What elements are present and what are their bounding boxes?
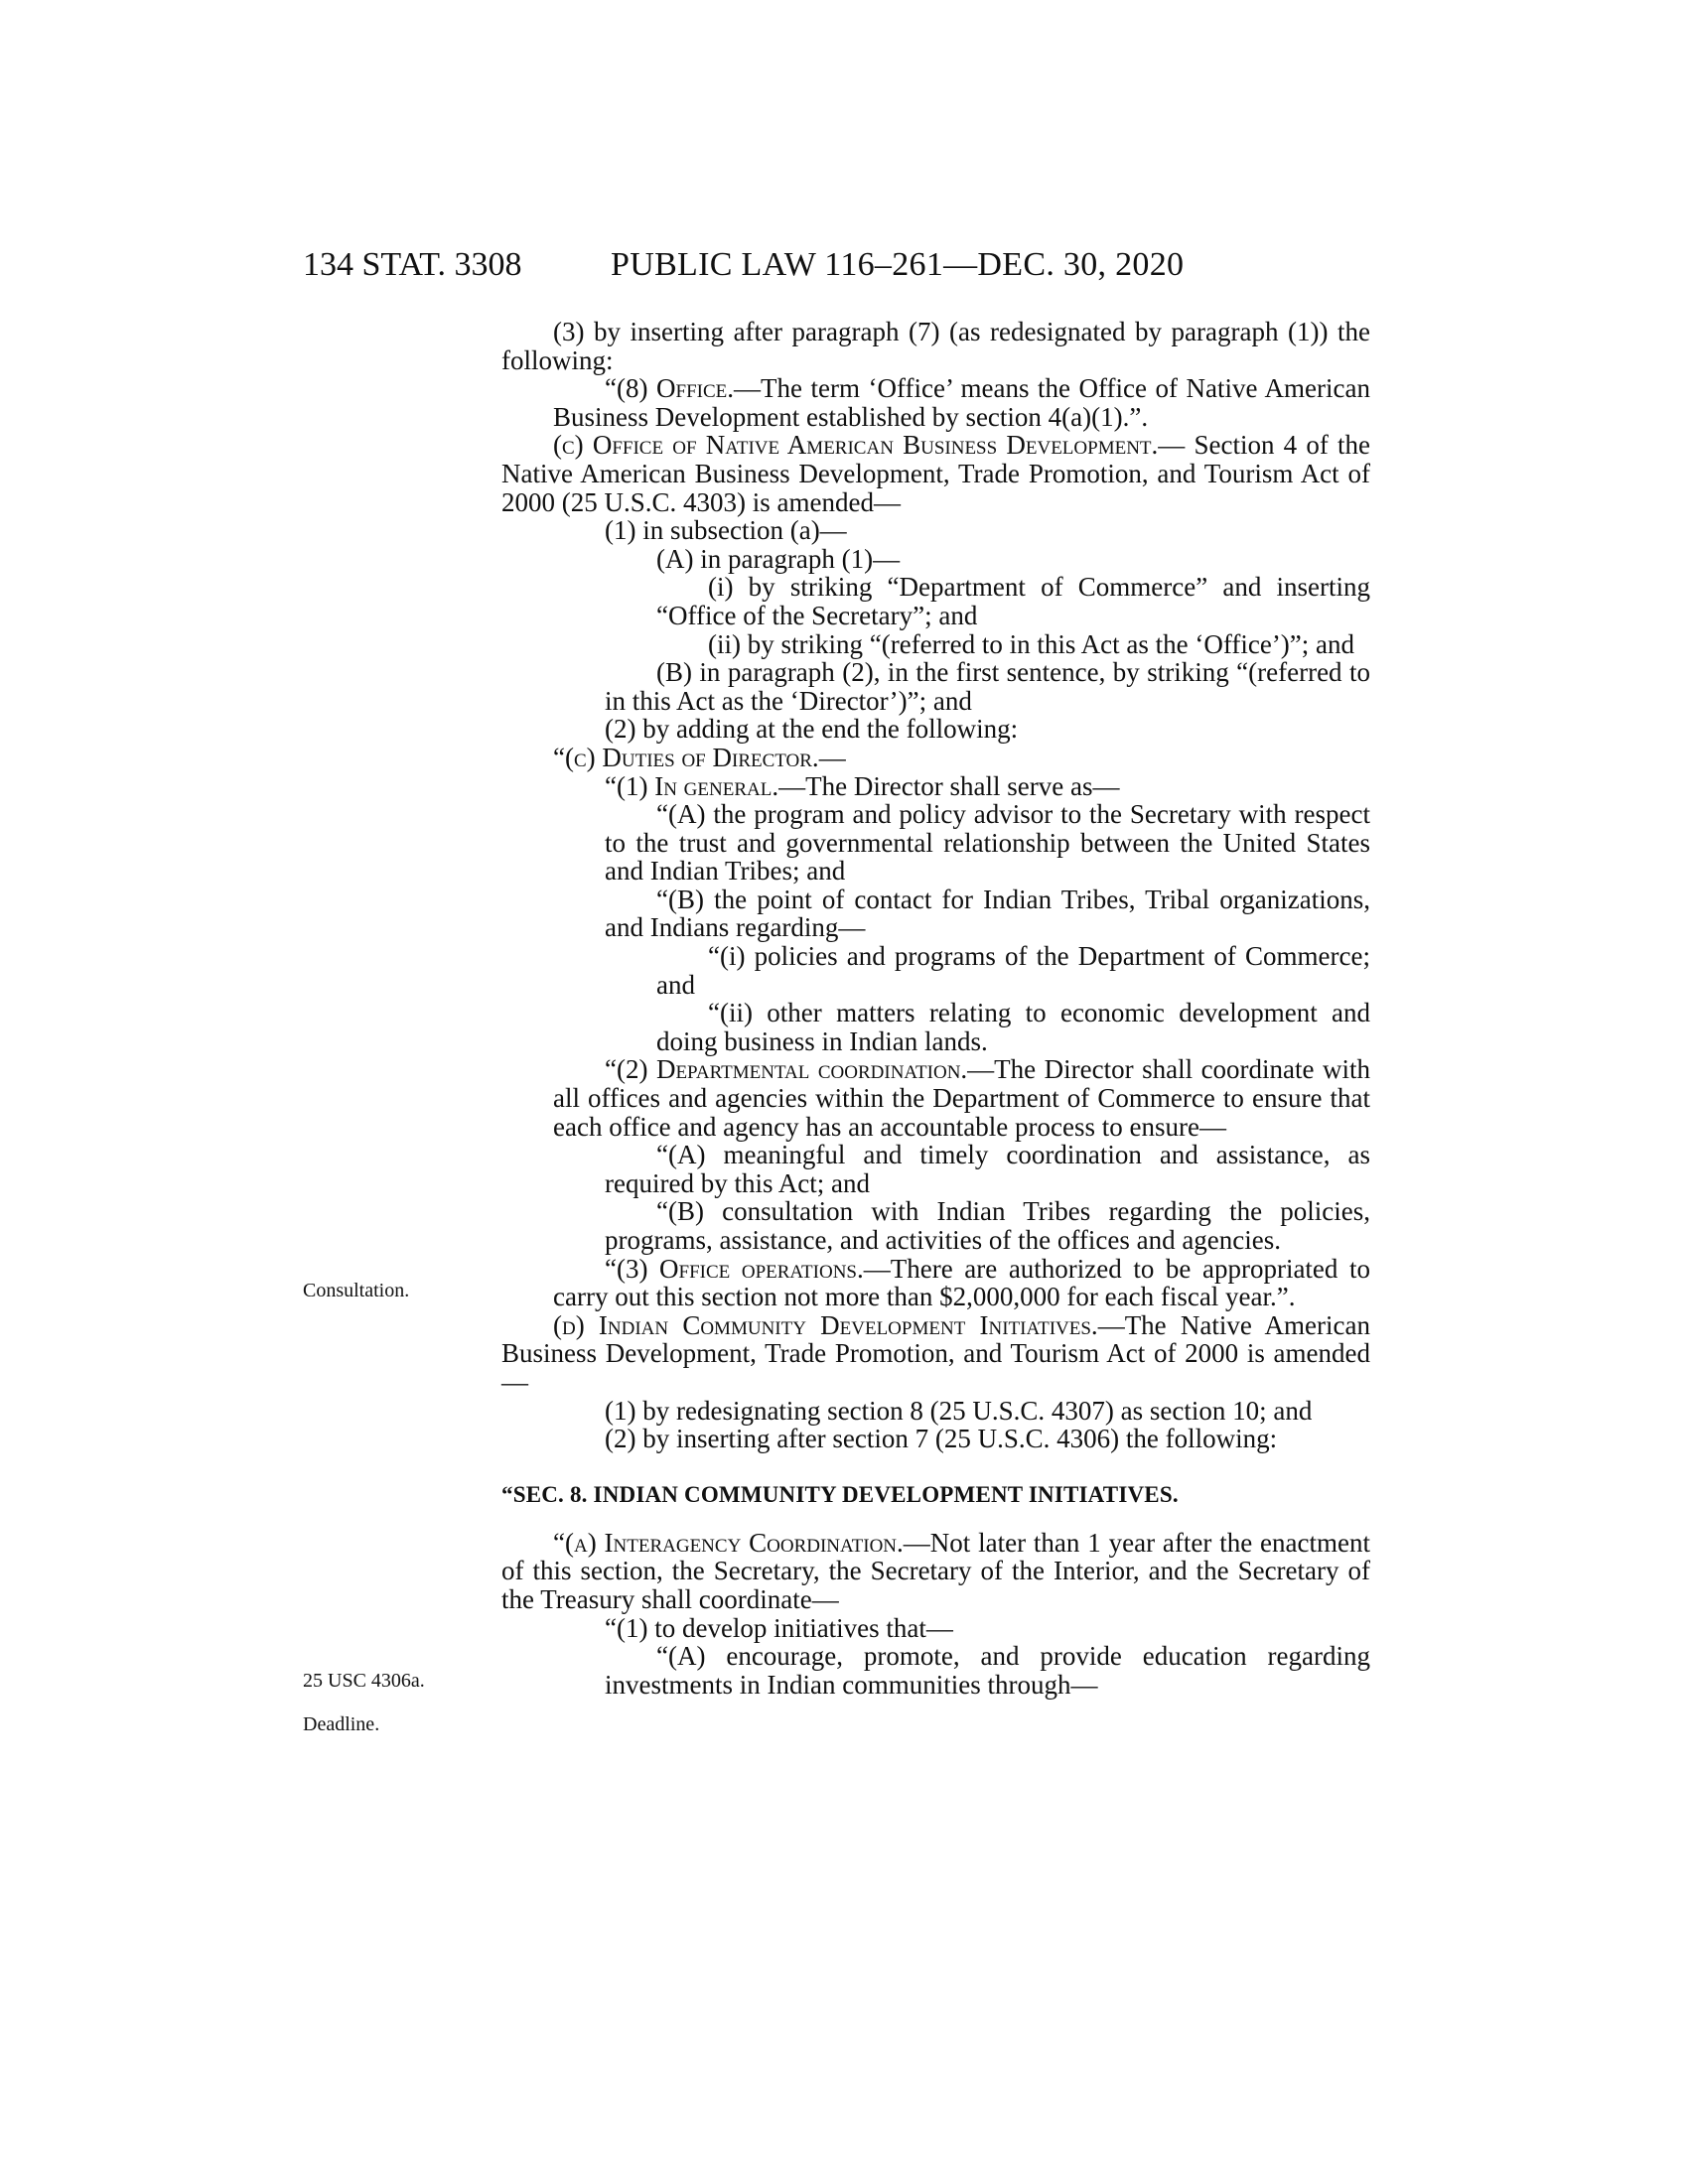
margin-note-consultation: Consultation. bbox=[303, 1280, 410, 1301]
paragraph: “(B) consultation with Indian Tribes regarding the policies, programs, assistance, and activities of the offices and agencies. bbox=[605, 1196, 1370, 1255]
paragraph: “(A) meaningful and timely coordination and assistance, as required by this Act; and bbox=[605, 1140, 1370, 1198]
paragraph bbox=[501, 772, 1370, 801]
paragraph-text: —Not later than 1 year after the enactment of this section, the Secretary, the Secretary of the Interior, and the Secretary of the Treasury shall coordinate— bbox=[501, 1527, 1370, 1614]
paragraph-heading: (d) Indian Community Development Initiatives. bbox=[553, 1309, 1098, 1340]
paragraph-heading: “(8) Office. bbox=[605, 373, 734, 404]
running-head: PUBLIC LAW 116–261—DEC. 30, 2020 bbox=[611, 246, 1185, 283]
paragraph-text: —The Director shall coordinate with all offices and agencies within the Department of Commerce to ensure that each office and agency has an accountable process to ensure— bbox=[553, 1054, 1370, 1142]
paragraph bbox=[501, 1311, 1370, 1397]
paragraph-heading: “(a) Interagency Coordination. bbox=[553, 1527, 904, 1558]
paragraph: “(B) the point of contact for Indian Tribes, Tribal organizations, and Indians regarding— bbox=[605, 884, 1370, 943]
paragraph bbox=[501, 374, 1370, 431]
paragraph: (B) in paragraph (2), in the first sentence, by striking “(referred to in this Act as the ‘Director’)”; and bbox=[605, 657, 1370, 716]
paragraph: (2) by adding at the end the following: bbox=[605, 714, 1019, 745]
paragraph: (1) in subsection (a)— bbox=[605, 515, 847, 546]
paragraph: (ii) by striking “(referred to in this Act as the ‘Office’)”; and bbox=[708, 628, 1355, 659]
paragraph-text: —The term ‘Office’ means the Office of Native American Business Development established by section 4(a)(1).”. bbox=[553, 373, 1370, 432]
paragraph: (i) by striking “Department of Commerce” and inserting “Office of the Secretary”; and bbox=[656, 572, 1370, 630]
document-body bbox=[501, 318, 1370, 1699]
paragraph-text: —The Native American Business Development, Trade Promotion, and Tourism Act of 2000 is amended— bbox=[501, 1309, 1371, 1397]
paragraph: “(i) policies and programs of the Department of Commerce; and bbox=[656, 941, 1370, 1000]
paragraph: (3) by inserting after paragraph (7) (as redesignated by paragraph (1)) the following: bbox=[501, 317, 1370, 375]
paragraph: (1) by redesignating section 8 (25 U.S.C. 4307) as section 10; and bbox=[605, 1395, 1313, 1426]
paragraph-heading: “(2) Departmental coordination. bbox=[605, 1054, 968, 1085]
paragraph bbox=[501, 431, 1370, 516]
paragraph bbox=[501, 744, 1370, 772]
paragraph-text: —The Director shall serve as— bbox=[778, 770, 1120, 801]
paragraph: “(A) the program and policy advisor to the Secretary with respect to the trust and governmental relationship between the United States and Indian Tribes; and bbox=[605, 799, 1370, 887]
paragraph: (2) by inserting after section 7 (25 U.S.C. 4306) the following: bbox=[605, 1424, 1278, 1454]
paragraph: “(ii) other matters relating to economic development and doing business in Indian lands. bbox=[656, 998, 1370, 1056]
paragraph: “(A) encourage, promote, and provide education regarding investments in Indian communities through— bbox=[605, 1641, 1370, 1700]
paragraph bbox=[501, 1255, 1370, 1311]
statute-page-number: 134 STAT. 3308 bbox=[303, 246, 522, 283]
paragraph-heading: “(c) Duties of Director. bbox=[553, 742, 819, 772]
margin-note-usc: 25 USC 4306a. bbox=[303, 1670, 425, 1692]
paragraph-heading: “(1) In general. bbox=[605, 770, 779, 801]
paragraph: (A) in paragraph (1)— bbox=[656, 543, 901, 574]
paragraph-heading: “(3) Office operations. bbox=[605, 1253, 864, 1284]
margin-note-deadline: Deadline. bbox=[303, 1713, 380, 1735]
paragraph-text: —There are authorized to be appropriated to carry out this section not more than $2,000,000 for each fiscal year.”. bbox=[553, 1253, 1370, 1312]
paragraph bbox=[501, 1055, 1370, 1141]
paragraph-text: — bbox=[818, 742, 846, 772]
paragraph-heading: (c) Office of Native American Business Development. bbox=[553, 430, 1159, 461]
paragraph: “(1) to develop initiatives that— bbox=[605, 1612, 953, 1643]
paragraph bbox=[501, 1529, 1370, 1614]
paragraph-text: — Section 4 of the Native American Business Development, Trade Promotion, and Tourism Act of 2000 (25 U.S.C. 4303) is amended— bbox=[501, 430, 1371, 517]
section-heading: “SEC. 8. INDIAN COMMUNITY DEVELOPMENT INITIATIVES. bbox=[501, 1481, 1179, 1507]
